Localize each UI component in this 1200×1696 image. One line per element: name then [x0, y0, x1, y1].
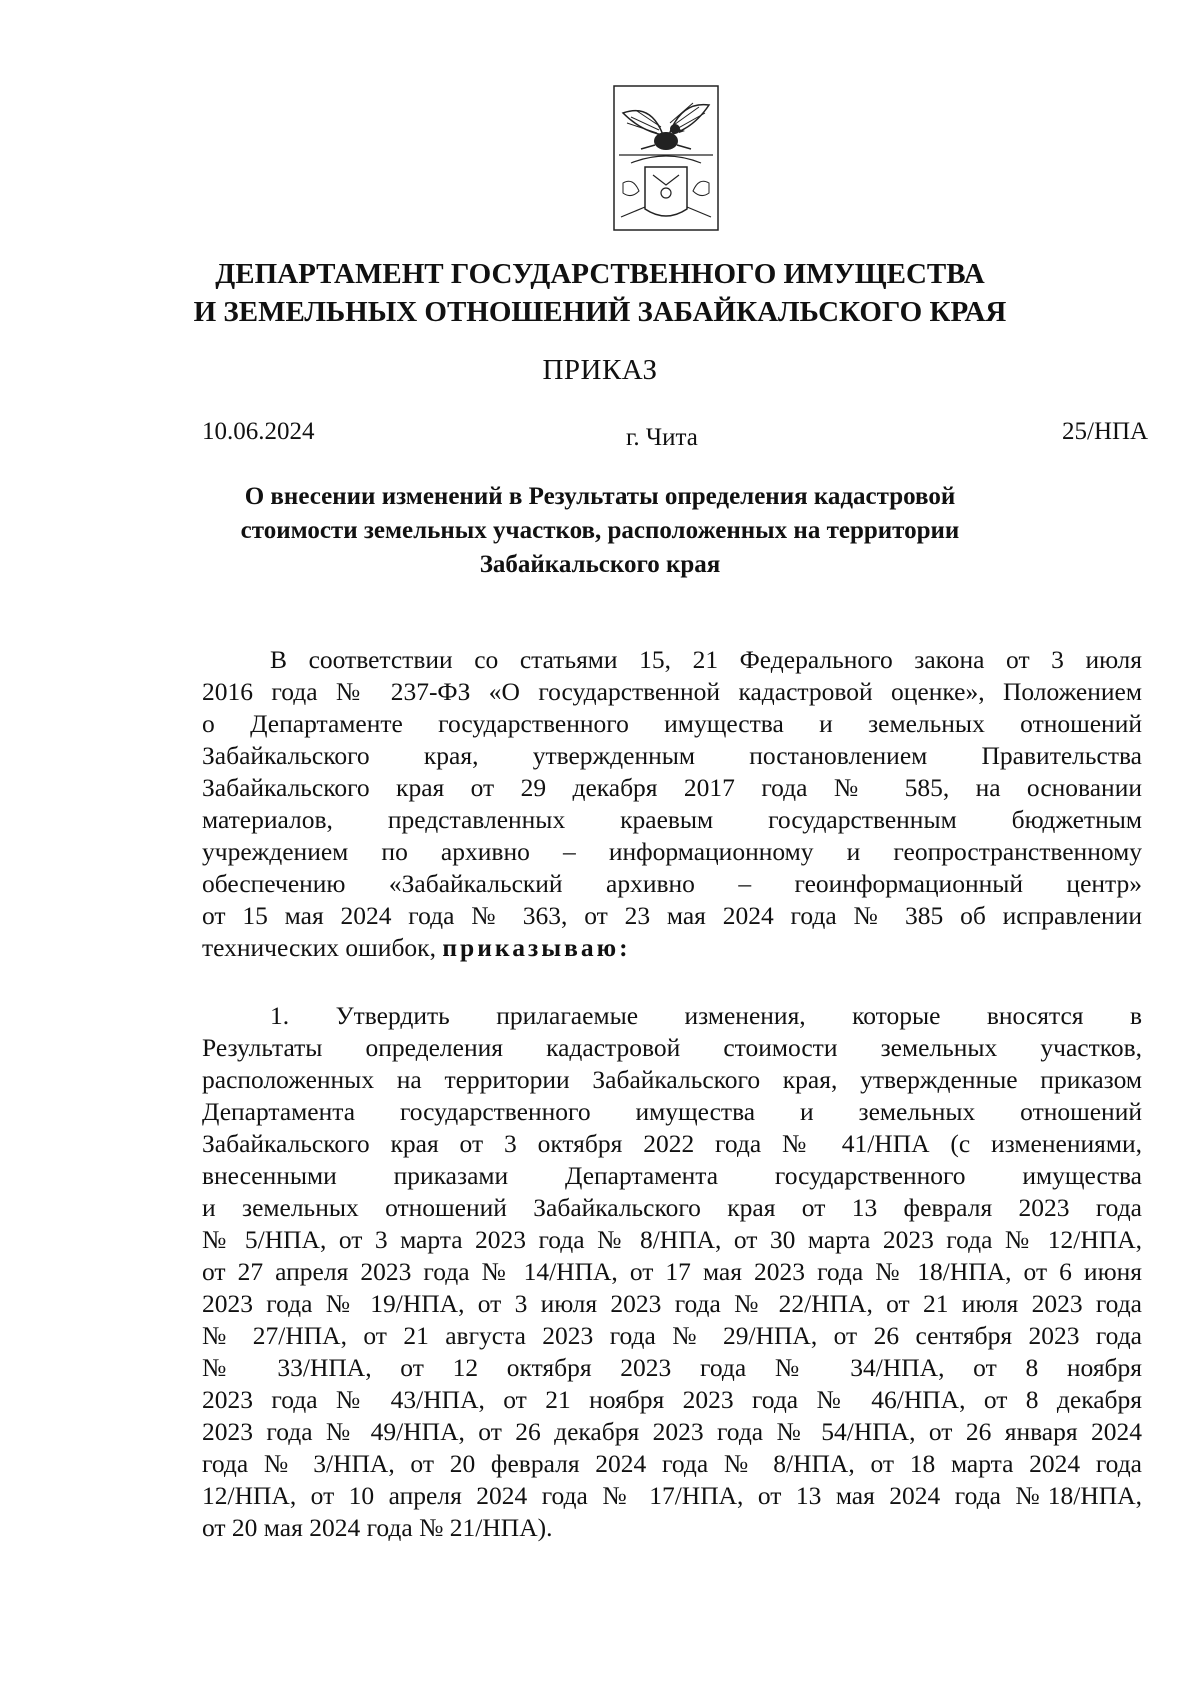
- text-line: В соответствии со статьями 15, 21 Федерального закона от 3 июля: [270, 645, 1142, 674]
- text-line: Департамента государственного имущества и земельных отношений: [202, 1097, 1142, 1126]
- text-line: внесенными приказами Департамента государственного имущества: [202, 1161, 1142, 1190]
- text-line: от 20 мая 2024 года № 21/НПА).: [202, 1513, 553, 1542]
- text-line: обеспечению «Забайкальский архивно – геоинформационный центр»: [202, 869, 1142, 898]
- text-line: 1. Утвердить прилагаемые изменения, которые вносятся в: [270, 1001, 1142, 1030]
- text-line: Забайкальского края, утвержденным постановлением Правительства: [202, 741, 1142, 770]
- order-verb: приказываю:: [442, 933, 631, 962]
- text-line: № 27/НПА, от 21 августа 2023 года № 29/НПА, от 26 сентября 2023 года: [202, 1321, 1142, 1350]
- text-line: № 33/НПА, от 12 октября 2023 года № 34/НПА, от 8 ноября: [202, 1353, 1142, 1382]
- subject-line1: О внесении изменений в Результаты определения кадастровой: [244, 483, 956, 510]
- department-name-line2: И ЗЕМЕЛЬНЫХ ОТНОШЕНИЙ ЗАБАЙКАЛЬСКОГО КРАЯ: [193, 296, 1007, 328]
- text-line: расположенных на территории Забайкальского края, утвержденные приказом: [202, 1065, 1142, 1094]
- order-date: 10.06.2024: [202, 418, 315, 445]
- coat-of-arms-icon: [611, 83, 721, 233]
- document-type: ПРИКАЗ: [542, 354, 658, 386]
- text-line: материалов, представленных краевым государственным бюджетным: [202, 805, 1142, 834]
- text-line: Результаты определения кадастровой стоимости земельных участков,: [202, 1033, 1142, 1062]
- department-name-line1: ДЕПАРТАМЕНТ ГОСУДАРСТВЕННОГО ИМУЩЕСТВА: [215, 258, 985, 290]
- text-fragment: технических ошибок,: [202, 933, 436, 962]
- text-line: и земельных отношений Забайкальского края от 13 февраля 2023 года: [202, 1193, 1142, 1222]
- text-line: о Департаменте государственного имущества и земельных отношений: [202, 709, 1142, 738]
- text-line: 2023 года № 49/НПА, от 26 декабря 2023 года № 54/НПА, от 26 января 2024: [202, 1417, 1142, 1446]
- text-line: учреждением по архивно – информационному и геопространственному: [202, 837, 1142, 866]
- text-line: [202, 933, 1142, 963]
- text-line: от 27 апреля 2023 года № 14/НПА, от 17 мая 2023 года № 18/НПА, от 6 июня: [202, 1257, 1142, 1286]
- order-city: г. Чита: [626, 424, 698, 451]
- text-line: 12/НПА, от 10 апреля 2024 года № 17/НПА, от 13 мая 2024 года №18/НПА,: [202, 1481, 1142, 1510]
- text-line: от 15 мая 2024 года № 363, от 23 мая 2024 года № 385 об исправлении: [202, 901, 1142, 930]
- text-line: Забайкальского края от 29 декабря 2017 года № 585, на основании: [202, 773, 1142, 802]
- text-line: 2023 года № 19/НПА, от 3 июля 2023 года № 22/НПА, от 21 июля 2023 года: [202, 1289, 1142, 1318]
- order-number: 25/НПА: [1062, 418, 1149, 445]
- subject-line3: Забайкальского края: [479, 551, 721, 578]
- text-line: 2016 года № 237-ФЗ «О государственной кадастровой оценке», Положением: [202, 677, 1142, 706]
- text-line: № 5/НПА, от 3 марта 2023 года № 8/НПА, от 30 марта 2023 года № 12/НПА,: [202, 1225, 1142, 1254]
- text-line: Забайкальского края от 3 октября 2022 года № 41/НПА (с изменениями,: [202, 1129, 1142, 1158]
- text-line: 2023 года № 43/НПА, от 21 ноября 2023 года № 46/НПА, от 8 декабря: [202, 1385, 1142, 1414]
- text-line: года № 3/НПА, от 20 февраля 2024 года № 8/НПА, от 18 марта 2024 года: [202, 1449, 1142, 1478]
- subject-line2: стоимости земельных участков, расположенных на территории: [240, 517, 960, 544]
